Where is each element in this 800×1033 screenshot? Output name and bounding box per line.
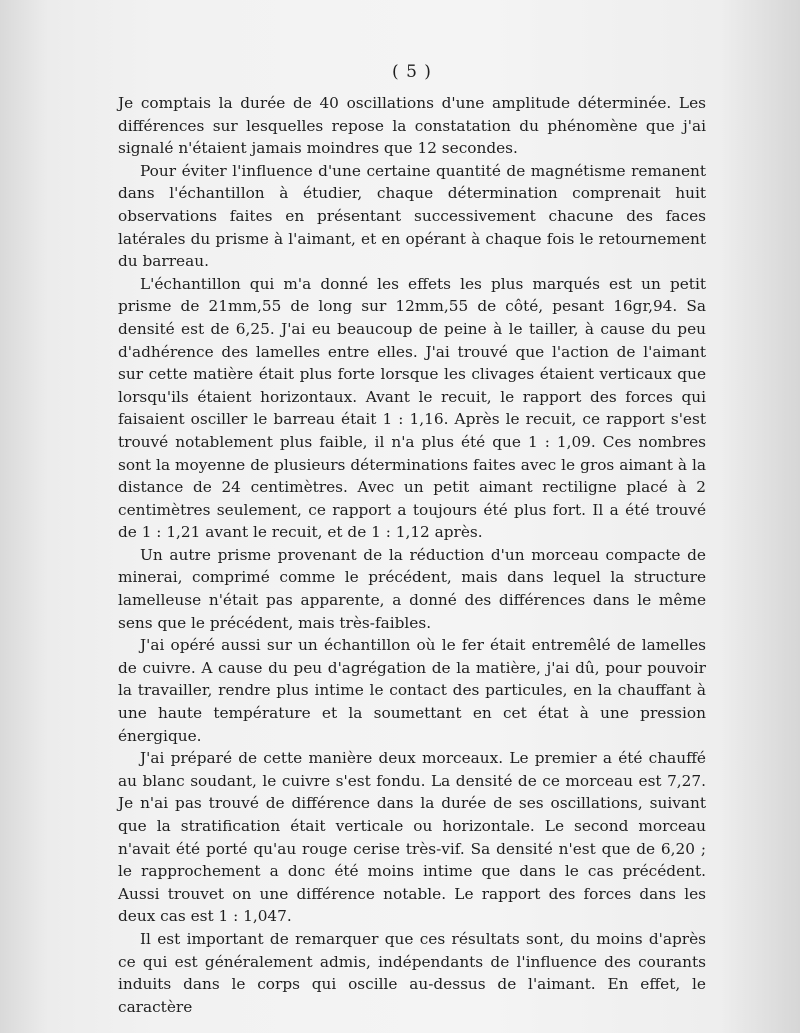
paragraph-copper-lamellae: J'ai opéré aussi sur un échantillon où le fer était entremêlé de lamelles de cuivre. A cause du peu d'agrégation de la matière, j'ai dû, pour pouvoir la travailler, rendre plus intime le contact des particules, en la chauffant à une haute température et la soumettant en cet état à une pression énergique. bbox=[118, 636, 706, 745]
paragraph-remanent-magnetism: Pour éviter l'influence d'une certaine quantité de magnétisme remanent dans l'échantillon à étudier, chaque détermination comprenait huit observations faites en présentant successivement chacune des faces latérales du prisme à l'aimant, et en opérant à chaque fois le retournement du barreau. bbox=[118, 161, 706, 271]
paragraph-induced-currents: Il est important de remarquer que ces résultats sont, du moins d'après ce qui est généralement admis, indépendants de l'influence des courants induits dans le corps qui oscille au-dessus de l'aimant. En effet, le caractère bbox=[118, 929, 706, 1016]
document-page bbox=[118, 58, 706, 1016]
paragraph-second-prism: Un autre prisme provenant de la réduction d'un morceau compacte de minerai, comprimé comme le précédent, mais dans lequel la structure lamelleuse n'était pas apparente, a donné des différences dans le même sens que le précédent, mais très-faibles. bbox=[118, 545, 706, 632]
paragraph-prism-sample: L'échantillon qui m'a donné les effets les plus marqués est un petit prisme de 21mm,55 de long sur 12mm,55 de côté, pesant 16gr,94. Sa densité est de 6,25. J'ai eu beaucoup de peine à le tailler, à cause du peu d'adhérence des lamelles entre elles. J'ai trouvé que l'action de l'aimant sur cette matière était plus forte lorsque les clivages étaient verticaux que lorsqu'ils étaient horizontaux. Avant le recuit, le rapport des forces qui faisaient osciller le barreau était 1 : 1,16. Après le recuit, ce rapport s'est trouvé notablement plus faible, il n'a plus été que 1 : 1,09. Ces nombres sont la moyenne de plusieurs déterminations faites avec le gros aimant à la distance de 24 centimètres. Avec un petit aimant rectiligne placé à 2 centimètres seulement, ce rapport a toujours été plus fort. Il a été trouvé de 1 : 1,21 avant le recuit, et de 1 : 1,12 après. bbox=[118, 274, 706, 542]
page-number: ( 5 ) bbox=[392, 62, 432, 82]
paragraph-oscillation-duration: Je comptais la durée de 40 oscillations d'une amplitude déterminée. Les différences sur lesquelles repose la constatation du phénomène que j'ai signalé n'étaient jamais moindres que 12 secondes. bbox=[118, 94, 706, 158]
paragraph-two-pieces: J'ai préparé de cette manière deux morceaux. Le premier a été chauffé au blanc soudant, le cuivre s'est fondu. La densité de ce morceau est 7,27. Je n'ai pas trouvé de différence dans la durée de ses oscillations, suivant que la stratification était verticale ou horizontale. Le second morceau n'avait été porté qu'au rouge cerise très-vif. Sa densité n'est que de 6,20 ; le rapprochement a donc été moins intime que dans le cas précédent. Aussi trouvet on une différence notable. Le rapport des forces dans les deux cas est 1 : 1,047. bbox=[118, 749, 706, 926]
